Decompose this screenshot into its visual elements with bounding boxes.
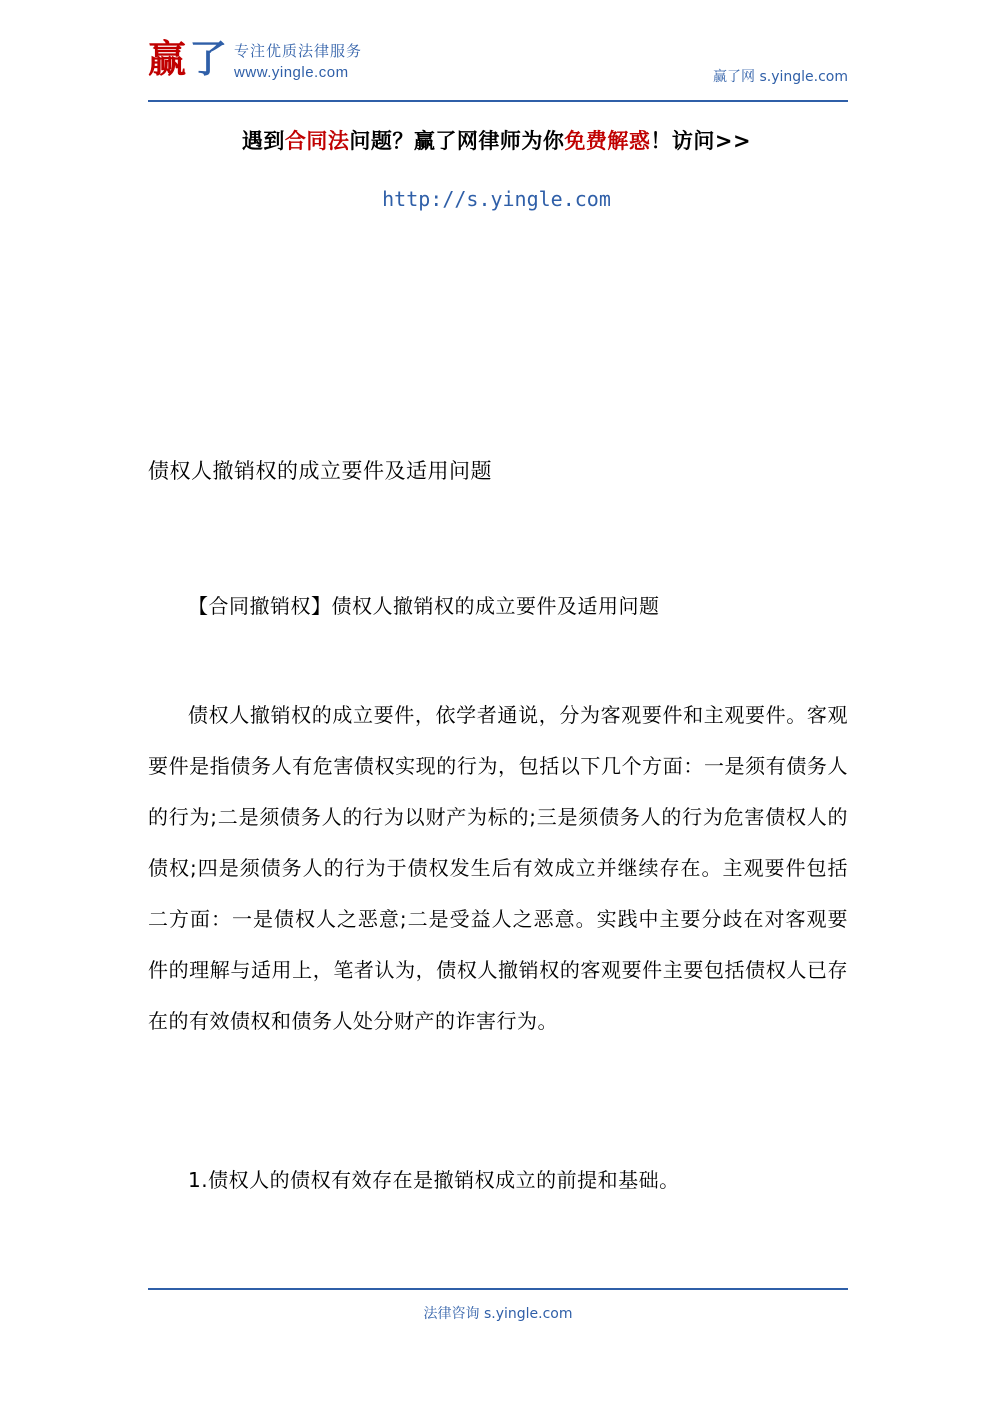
header-site-label: 赢了网 s.yingle.com <box>713 69 848 85</box>
logo-char-le: 了 <box>189 37 228 81</box>
promo-link[interactable]: http://s.yingle.com <box>382 187 611 211</box>
logo-slogan: 专注优质法律服务 <box>234 42 363 60</box>
promo-suffix: ！访问>> <box>650 129 752 153</box>
logo-text-block <box>234 40 362 82</box>
page-header <box>148 37 848 102</box>
site-logo[interactable] <box>148 37 363 82</box>
page-footer <box>148 1288 848 1323</box>
promo-highlight-topic: 合同法 <box>284 129 350 153</box>
footer-label: 法律咨询 s.yingle.com <box>423 1306 573 1322</box>
paragraph-item-1: 1.债权人的债权有效存在是撤销权成立的前提和基础。 <box>188 1168 680 1192</box>
promo-highlight-offer: 免费解惑 <box>564 129 651 153</box>
logo-char-ying: 赢 <box>148 37 187 81</box>
promo-prefix: 遇到 <box>241 129 285 153</box>
document-subtitle: 【合同撤销权】债权人撤销权的成立要件及适用问题 <box>188 594 660 618</box>
logo-mark <box>148 37 228 81</box>
page-title: 债权人撤销权的成立要件及适用问题 <box>148 459 492 483</box>
promo-banner <box>0 125 993 155</box>
paragraph-main: 债权人撤销权的成立要件，依学者通说，分为客观要件和主观要件。客观要件是指债务人有危害债权实现的行为，包括以下几个方面：一是须有债务人的行为;二是须债务人的行为以财产为标的;三是须债务人的行为危害债权人的债权;四是须债务人的行为于债权发生后有效成立并继续存在。主观要件包括二方面：一是债权人之恶意;二是受益人之恶意。实践中主要分歧在对客观要件的理解与适用上，笔者认为，债权人撤销权的客观要件主要包括债权人已存在的有效债权和债务人处分财产的诈害行为。 <box>148 703 848 1033</box>
logo-url: www.yingle.com <box>234 63 349 81</box>
promo-middle: 问题？赢了网律师为你 <box>349 129 565 153</box>
